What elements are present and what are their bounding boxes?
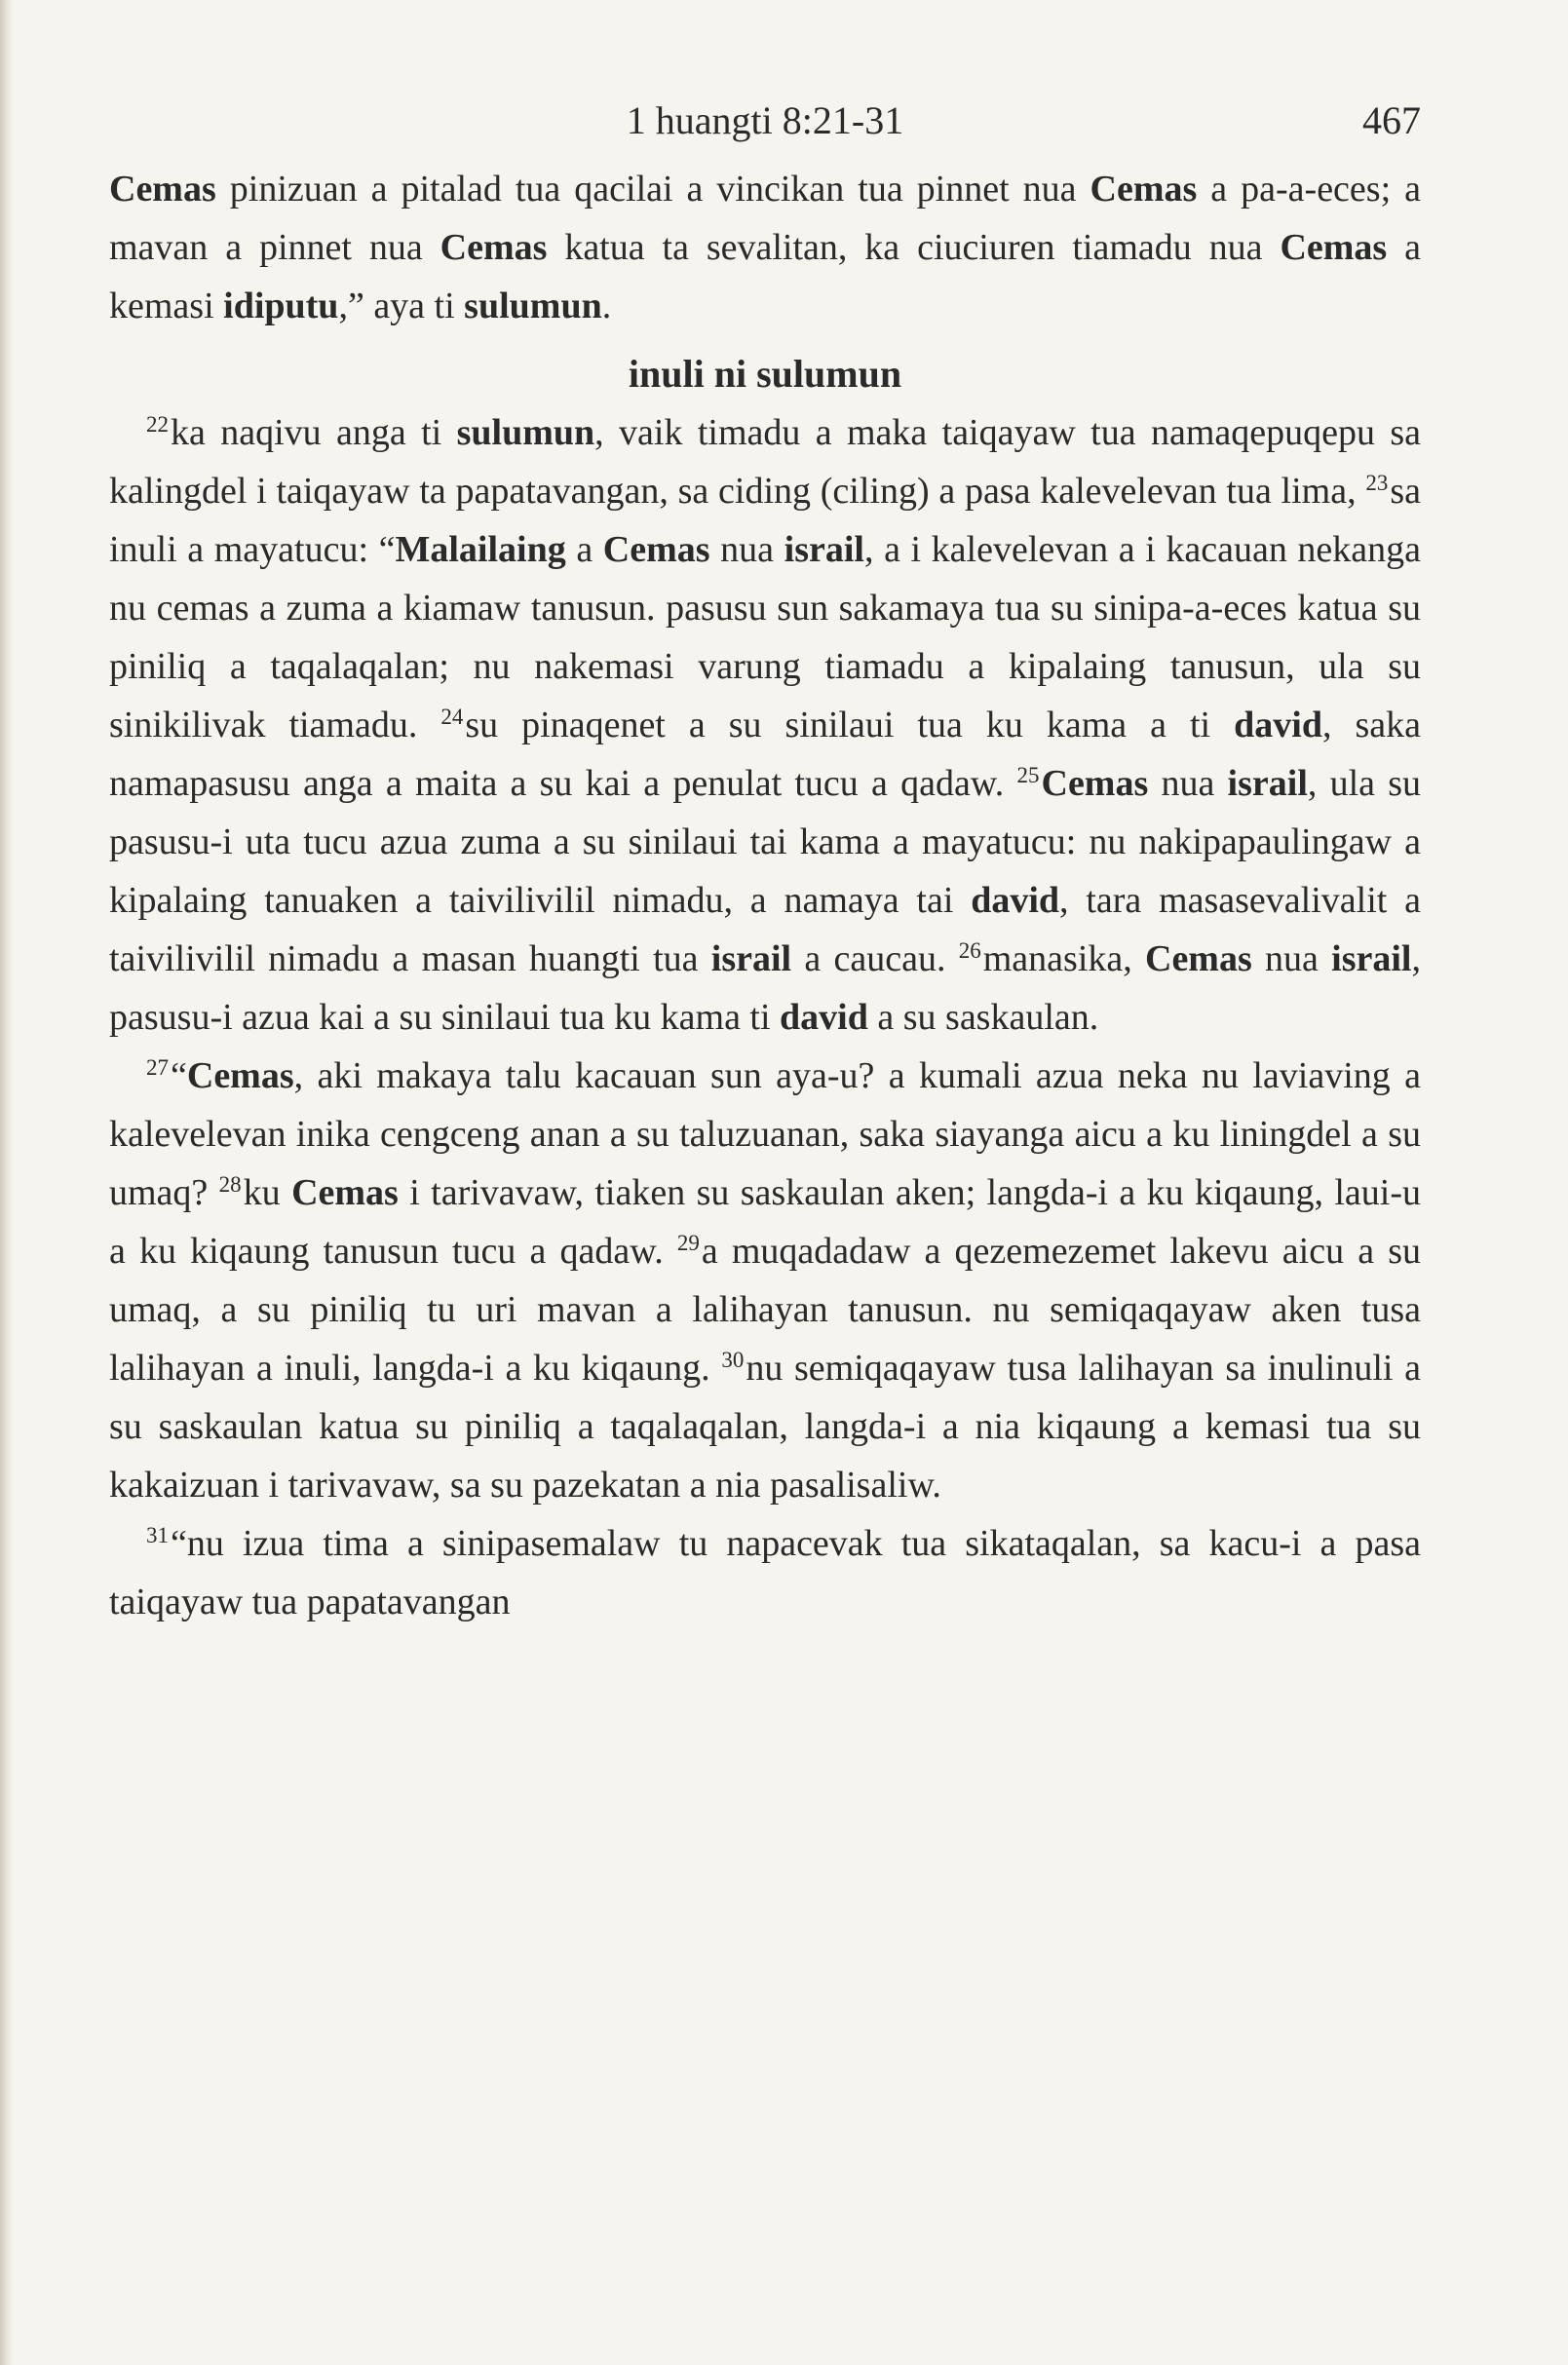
text-run: “nu izua tima a sinipasemalaw tu napacevak tua sikataqalan, sa kacu-i a pasa taiqayaw tua papatavangan	[109, 1523, 1421, 1622]
text-run: a kemasi	[109, 227, 1421, 326]
bold-name: Cemas	[602, 529, 710, 570]
bold-name: Cemas	[186, 1055, 294, 1096]
paragraph	[109, 403, 1421, 1047]
bold-name: Cemas	[291, 1172, 399, 1213]
bold-name: israil	[1331, 938, 1412, 979]
text-run: , vaik timadu a maka taiqayaw tua namaqepuqepu sa kalingdel i taiqayaw ta papatavangan, sa ciding (ciling) a pasa kalevelevan tua lima,	[109, 412, 1421, 512]
page-gutter-shadow	[0, 0, 14, 2365]
bold-name: Cemas	[1280, 227, 1388, 268]
paragraph	[109, 1047, 1421, 1514]
verse-number: 24	[440, 705, 464, 729]
verse-number: 22	[146, 412, 169, 437]
verse-number: 30	[721, 1348, 745, 1372]
text-run: a su saskaulan.	[867, 997, 1099, 1038]
paragraph	[109, 1514, 1421, 1631]
text-run: nua	[1148, 763, 1228, 804]
text-run: nua	[1251, 938, 1332, 979]
page-body	[109, 160, 1421, 1631]
text-run: .	[601, 286, 612, 326]
text-run: , ula su pasusu-i uta tucu azua zuma a su sinilaui tai kama a mayatucu: nu nakipapaulingaw a kipalaing tanuaken a taivilivilil nimadu, a namaya tai	[109, 763, 1421, 921]
text-run: nu semiqaqayaw tusa lalihayan sa inulinuli a su saskaulan katua su piniliq a taqalaqalan, langda-i a nia kiqaung a kemasi tua su kakaizuan i tarivavaw, sa su pazekatan a nia pasalisaliw.	[109, 1348, 1421, 1506]
text-run: ka naqivu anga ti	[171, 412, 457, 453]
bold-name: israil	[710, 938, 792, 979]
text-run: pinizuan a pitalad tua qacilai a vincikan tua pinnet nua	[215, 169, 1090, 210]
text-run: manasika,	[982, 938, 1145, 979]
bold-name: david	[1234, 705, 1322, 745]
text-run: , pasusu-i azua kai a su sinilaui tua ku kama ti	[109, 938, 1421, 1038]
text-run: ku	[243, 1172, 292, 1213]
bold-name: israil	[1227, 763, 1308, 804]
bold-name: Cemas	[1090, 169, 1198, 210]
verse-number: 27	[146, 1055, 169, 1080]
text-run: a muqadadaw a qezemezemet lakevu aicu a su umaq, a su piniliq tu uri mavan a lalihayan tanusun. nu semiqaqayaw aken tusa lalihayan a inuli, langda-i a ku kiqaung.	[109, 1231, 1421, 1389]
text-run: i tarivavaw, tiaken su saskaulan aken; langda-i a ku kiqaung, laui-u a ku kiqaung tanusun tucu a qadaw.	[109, 1172, 1421, 1272]
running-header	[109, 97, 1421, 160]
verse-number: 25	[1016, 763, 1040, 787]
bold-name: david	[780, 997, 868, 1038]
bold-name: Cemas	[1041, 763, 1149, 804]
bold-name: israil	[784, 529, 864, 570]
text-run: su pinaqenet a su sinilaui tua ku kama a ti	[465, 705, 1235, 745]
verse-number: 28	[218, 1172, 242, 1197]
bold-name: idiputu	[223, 286, 339, 326]
bold-name: david	[971, 880, 1060, 921]
verse-number: 31	[146, 1523, 169, 1547]
running-title: 1 huangti 8:21-31	[626, 98, 904, 142]
page-number: 467	[1362, 98, 1421, 142]
text-run: a pa-a-eces; a mavan a pinnet nua	[109, 169, 1422, 268]
bold-name: sulumun	[456, 412, 595, 453]
verse-number: 23	[1365, 471, 1389, 495]
bold-name: Cemas	[440, 227, 548, 268]
text-run: sa inuli a mayatucu: “	[109, 471, 1421, 570]
bold-name: sulumun	[464, 286, 602, 326]
paragraph	[109, 160, 1421, 335]
text-run: “	[171, 1055, 187, 1096]
text-run: , a i kalevelevan a i kacauan nekanga nu cemas a zuma a kiamaw tanusun. pasusu sun sakamaya tua su sinipa-a-eces katua su piniliq a taqalaqalan; nu nakemasi varung tiamadu a kipalaing tanusun, ula su sinikilivak tiamadu.	[109, 529, 1422, 745]
bold-name: Cemas	[109, 169, 216, 210]
bold-name: Malailaing	[395, 529, 566, 570]
text-run: katua ta sevalitan, ka ciuciuren tiamadu nua	[547, 227, 1281, 268]
text-run: a caucau.	[791, 938, 959, 979]
text-run: nua	[709, 529, 784, 570]
book-page	[109, 97, 1421, 1631]
verse-number: 26	[958, 938, 981, 963]
text-run: , aki makaya talu kacauan sun aya-u? a kumali azua neka nu laviaving a kalevelevan inika cengceng anan a su taluzuanan, saka siayanga aicu a ku liningdel a su umaq?	[109, 1055, 1421, 1213]
text-run: , saka namapasusu anga a maita a su kai a penulat tucu a qadaw.	[109, 705, 1421, 804]
verse-number: 29	[676, 1231, 700, 1255]
text-run: ,” aya ti	[338, 286, 465, 326]
text-run: a	[565, 529, 603, 570]
text-run: , tara masasevalivalit a taivilivilil nimadu a masan huangti tua	[109, 880, 1421, 979]
section-heading: inuli ni sulumun	[628, 352, 902, 396]
bold-name: Cemas	[1145, 938, 1252, 979]
